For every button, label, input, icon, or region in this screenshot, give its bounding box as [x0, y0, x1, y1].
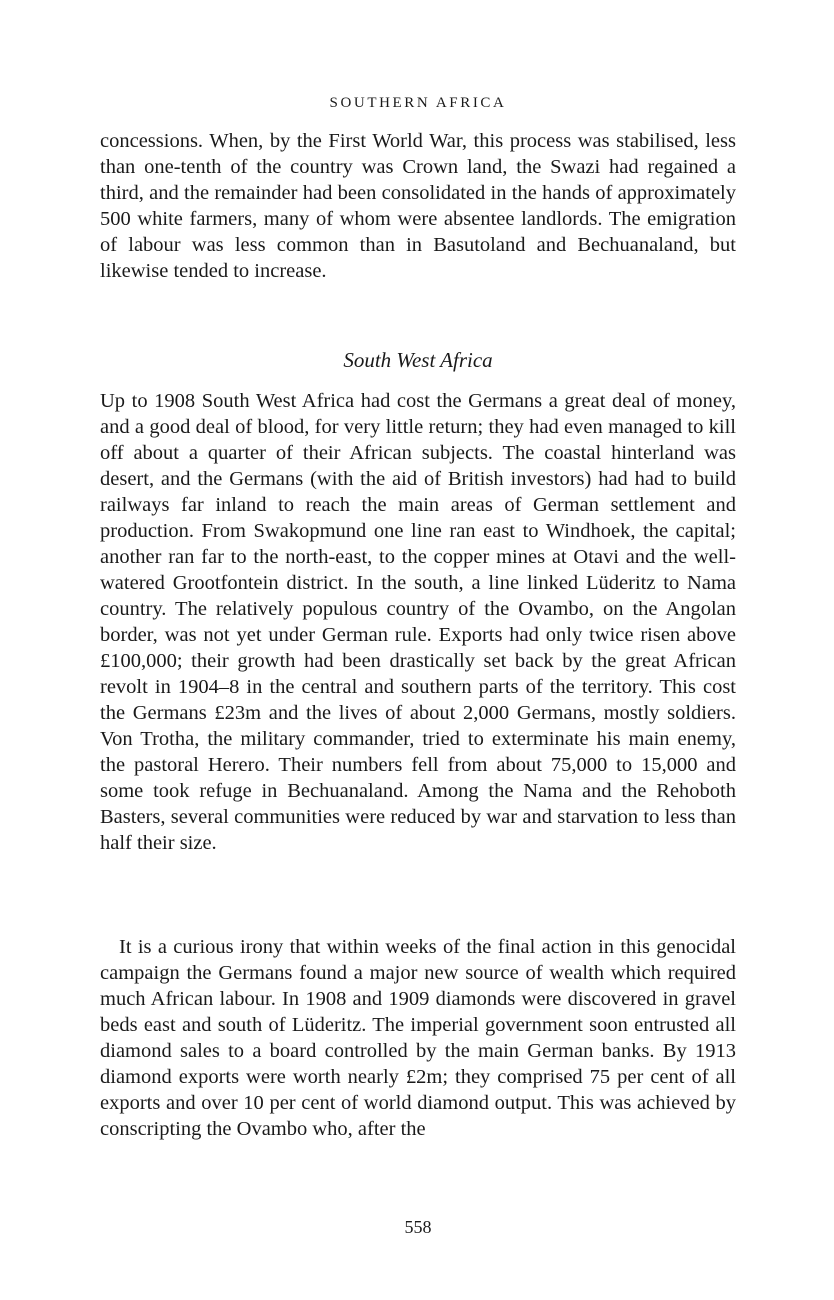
paragraph-south-west-africa: Up to 1908 South West Africa had cost the Germans a great deal of money, and a good deal of blood, for very little return; they had even managed to kill off about a quarter of their African subjects. The coastal hinterland was desert, and the Germans (with the aid of British investors) had had to build railways far inland to reach the main areas of German settlement and production. From Swakopmund one line ran east to Windhoek, the capital; another ran far to the north-east, to the copper mines at Otavi and the well-watered Grootfontein district. In the south, a line linked Lüderitz to Nama country. The relatively populous country of the Ovambo, on the Angolan border, was not yet under German rule. Exports had only twice risen above £100,000; their growth had been drastically set back by the great African revolt in 1904–8 in the central and southern parts of the territory. This cost the Germans £23m and the lives of about 2,000 Germans, mostly soldiers. Von Trotha, the military commander, tried to exterminate his main enemy, the pastoral Herero. Their numbers fell from about 75,000 to 15,000 and some took refuge in Bechuanaland. Among the Nama and the Rehoboth Basters, several communities were reduced by war and starvation to less than half their size.: [100, 390, 736, 854]
paragraph-concessions: concessions. When, by the First World War, this process was stabilised, less than one-tenth of the country was Crown land, the Swazi had regained a third, and the remainder had been consolidated in the hands of approximately 500 white farmers, many of whom were absentee landlords. The emigration of labour was less common than in Basutoland and Bechuanaland, but likewise tended to increase.: [100, 130, 736, 282]
section-heading: South West Africa: [343, 348, 493, 372]
running-head: SOUTHERN AFRICA: [329, 95, 507, 111]
page-number: 558: [404, 1217, 432, 1237]
paragraph-diamonds: It is a curious irony that within weeks of the final action in this genocidal campaign the Germans found a major new source of wealth which required much African labour. In 1908 and 1909 diamonds were discovered in gravel beds east and south of Lüderitz. The imperial government soon entrusted all diamond sales to a board controlled by the main German banks. By 1913 diamond exports were worth nearly £2m; they comprised 75 per cent of all exports and over 10 per cent of world diamond output. This was achieved by conscripting the Ovambo who, after the: [100, 936, 736, 1140]
